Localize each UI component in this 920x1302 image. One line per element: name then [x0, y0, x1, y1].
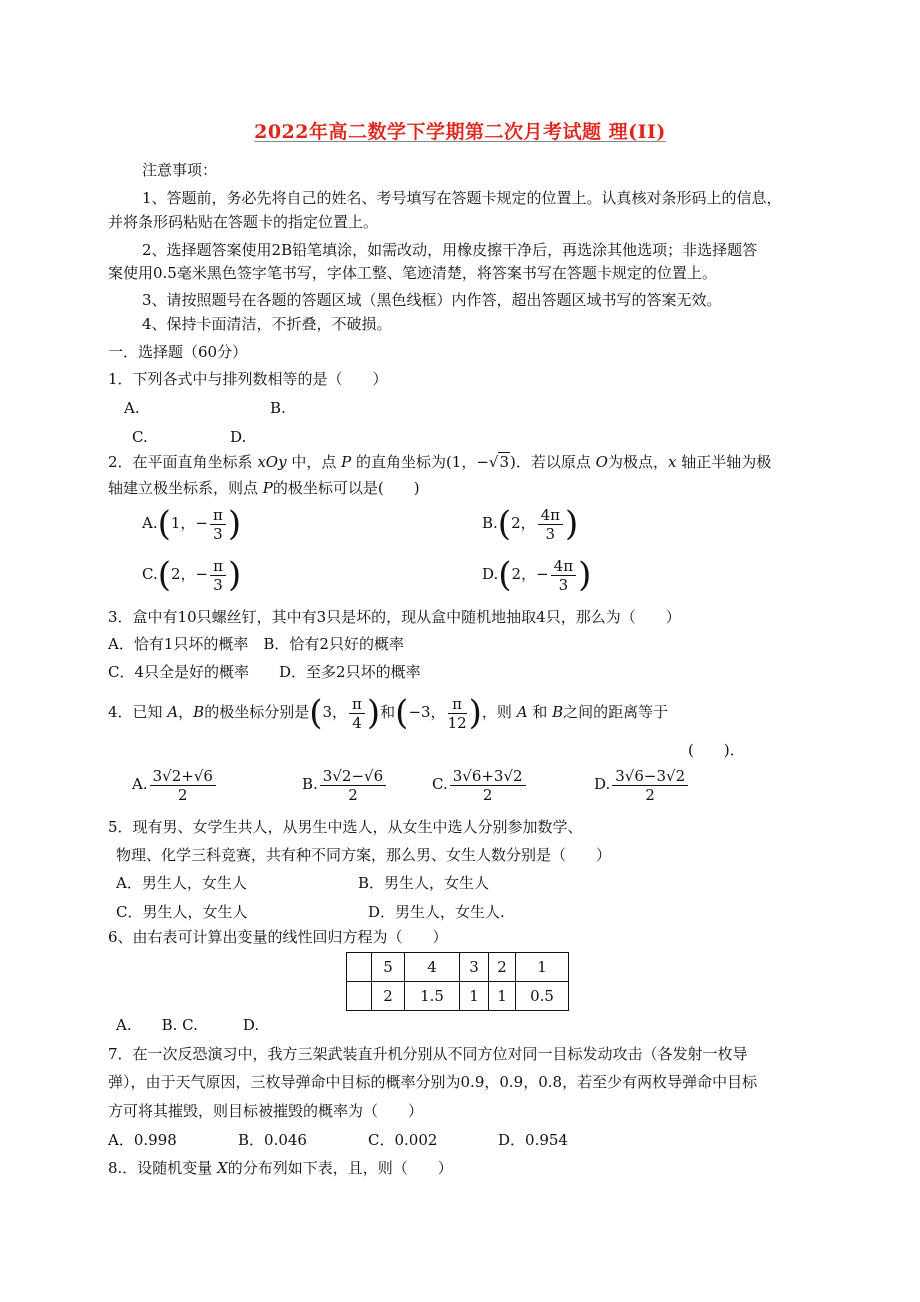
- q4-answer-blank: ( )．: [688, 741, 745, 759]
- question-5-line-1: 5．现有男、女学生共人，从男生中选人，从女生中选人分别参加数学、: [108, 818, 583, 836]
- q5-option-b: B．男生人，女生人: [358, 874, 490, 892]
- q1-option-a: A.: [124, 399, 140, 417]
- q1-option-c: C.: [132, 428, 148, 446]
- page-title: 2022年高二数学下学期第二次月考试题 理(II): [254, 121, 666, 143]
- notice-item-3: 3、请按照题号在各题的答题区域（黑色线框）内作答，超出答题区域书写的答案无效。: [142, 291, 722, 309]
- table-cell: 1: [489, 982, 516, 1011]
- q4-option-a: A. $\frac{3√2+√6}{2}$: [132, 764, 218, 804]
- q1-option-d: D.: [230, 428, 247, 446]
- table-cell: 2: [372, 982, 405, 1011]
- regression-table: [346, 952, 569, 1011]
- table-row: [347, 982, 569, 1011]
- question-3-stem: 3．盒中有10只螺丝钉，其中有3只是坏的，现从盒中随机地抽取4只，那么为（ ）: [108, 608, 681, 626]
- q3-options-cd: C．4只全是好的概率 D．至多2只坏的概率: [108, 663, 421, 681]
- notice-item-1: 1、答题前，务必先将自己的姓名、考号填写在答题卡规定的位置上。认真核对条形码上的信息，: [142, 189, 782, 207]
- table-cell: 1: [460, 982, 489, 1011]
- q3-options-ab: A．恰有1只坏的概率 B．恰有2只好的概率: [108, 635, 404, 653]
- question-2-line-1: 2．在平面直角坐标系 xOy 中，点 P 的直角坐标为(1，−√3)．若以原点 O为极点，x 轴正半轴为极: [108, 453, 772, 471]
- q7-option-a: A．0.998: [108, 1131, 177, 1149]
- q4-option-b: B. $\frac{3√2-√6}{2}$: [302, 764, 388, 804]
- question-1-stem: 1．下列各式中与排列数相等的是（ ）: [108, 370, 388, 388]
- question-7-line-3: 方可将其摧毁，则目标被摧毁的概率为（ ）: [108, 1102, 424, 1120]
- q5-option-c: C．男生人，女生人: [116, 903, 248, 921]
- question-4-stem: 4．已知 A，B的极坐标分别是(3， $\frac{\pi}{4}$ )和(−3， $\frac{\pi}{12}$ )，则 A 和 B之间的距离等于: [108, 693, 669, 733]
- question-8-stem: 8.．设随机变量 X的分布列如下表，且，则（ ）: [108, 1159, 453, 1177]
- table-cell: 1.5: [405, 982, 460, 1011]
- q6-options: A. B. C. D.: [116, 1016, 260, 1034]
- table-cell: 0.5: [516, 982, 569, 1011]
- notice-item-4: 4、保持卡面清洁，不折叠，不破损。: [142, 315, 392, 333]
- q7-option-d: D．0.954: [498, 1131, 568, 1149]
- notice-item-2-cont: 案使用0.5毫米黑色签字笔书写，字体工整、笔迹清楚，将答案书写在答题卡规定的位置上。: [108, 264, 717, 282]
- table-row: [347, 953, 569, 982]
- question-7-line-2: 弹），由于天气原因，三枚导弹命中目标的概率分别为0.9，0.9，0.8，若至少有两枚导弹命中目标: [108, 1073, 758, 1091]
- q2-option-d: D.(2，− $\frac{4\pi}{3}$ ): [482, 555, 592, 595]
- notice-heading: 注意事项：: [142, 161, 218, 179]
- question-6-stem: 6、由右表可计算出变量的线性回归方程为（ ）: [108, 928, 448, 946]
- table-cell: [347, 953, 372, 982]
- question-7-line-1: 7．在一次反恐演习中，我方三架武装直升机分别从不同方位对同一目标发动攻击（各发射一枚导: [108, 1045, 748, 1063]
- question-2-line-2: 轴建立极坐标系，则点 P的极坐标可以是( ): [108, 479, 420, 497]
- table-cell: 3: [460, 953, 489, 982]
- q2-option-a: A.(1，− $\frac{\pi}{3}$ ): [142, 504, 242, 544]
- question-5-line-2: 物理、化学三科竞赛，共有种不同方案，那么男、女生人数分别是（ ）: [116, 846, 612, 864]
- q4-option-d: D. $\frac{3√6-3√2}{2}$: [594, 764, 690, 804]
- notice-item-1-cont: 并将条形码粘贴在答题卡的指定位置上。: [108, 213, 379, 231]
- q4-option-c: C. $\frac{3√6+3√2}{2}$: [432, 764, 528, 804]
- table-cell: 5: [372, 953, 405, 982]
- q5-option-d: D．男生人，女生人.: [368, 903, 505, 921]
- table-cell: 1: [516, 953, 569, 982]
- table-cell: [347, 982, 372, 1011]
- q5-option-a: A．男生人，女生人: [116, 874, 247, 892]
- q2-option-c: C.(2，− $\frac{\pi}{3}$ ): [142, 555, 242, 595]
- q2-option-b: B.(2， $\frac{4\pi}{3}$ ): [482, 504, 579, 544]
- notice-item-2: 2、选择题答案使用2B铅笔填涂，如需改动，用橡皮擦干净后，再选涂其他选项；非选择题答: [142, 241, 758, 259]
- q7-option-c: C．0.002: [368, 1131, 438, 1149]
- q1-option-b: B.: [270, 399, 286, 417]
- section-heading: 一．选择题（60分）: [108, 343, 248, 361]
- table-cell: 4: [405, 953, 460, 982]
- table-cell: 2: [489, 953, 516, 982]
- q7-option-b: B．0.046: [238, 1131, 307, 1149]
